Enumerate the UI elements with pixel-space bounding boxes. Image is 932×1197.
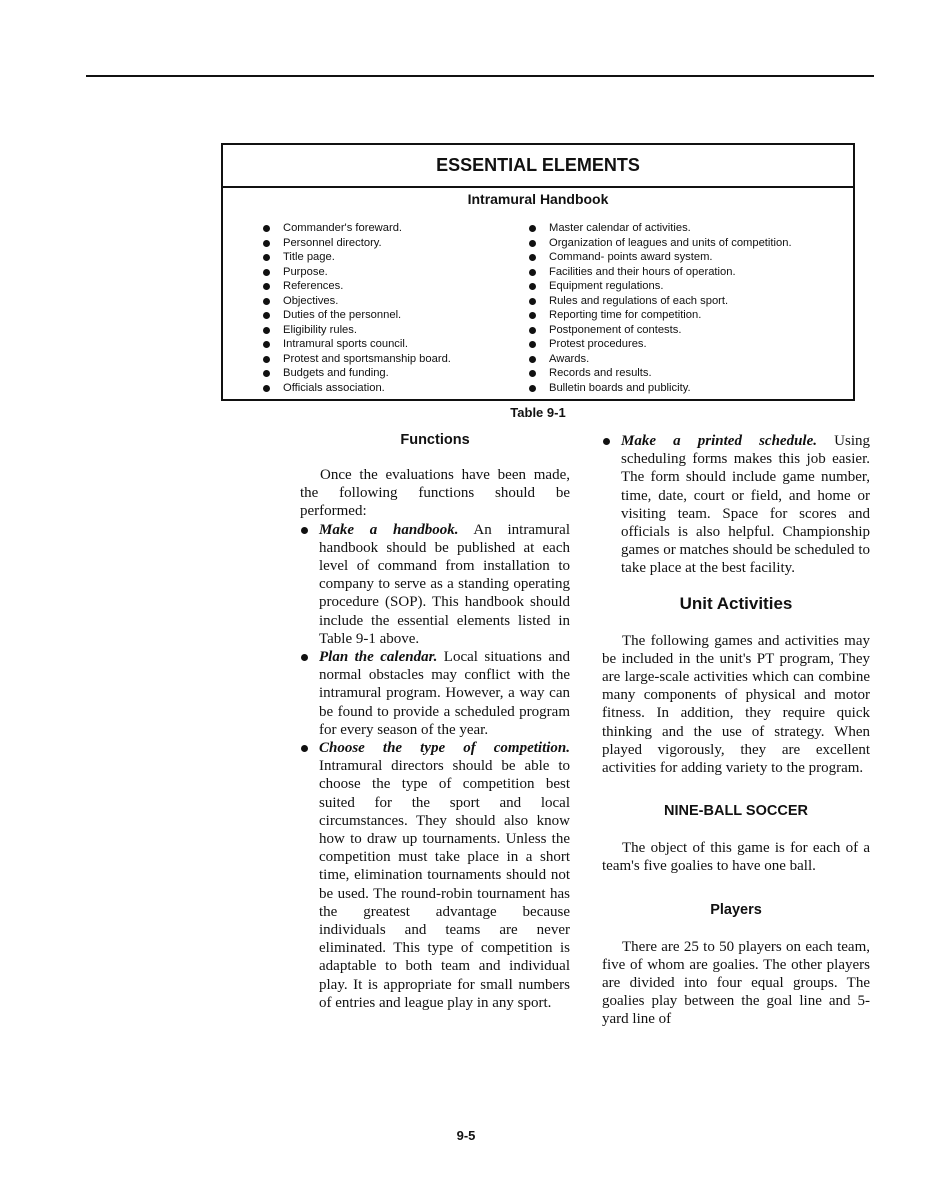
- unit-activities-text: The following games and activities may be included in the unit's PT program, They are large-scale activities which can combine many components of physical and motor fitness. In addition, they require quick thinking and the use of strategy. When played vigorously, they are excellent activities for adding variety to the program.: [602, 632, 870, 777]
- element-list-label: Rules and regulations of each sport.: [549, 294, 729, 307]
- element-list-label: Budgets and funding.: [283, 367, 389, 379]
- bullet-dot: [529, 370, 536, 377]
- bullet-dot: [263, 385, 270, 392]
- bullet-dot: [263, 370, 270, 377]
- page-number: 9-5: [456, 1128, 476, 1143]
- bullet-make-handbook: [300, 521, 570, 648]
- element-list-item: [263, 279, 451, 294]
- unit-activities-heading: Unit Activities: [679, 593, 793, 613]
- element-list-item: [529, 323, 792, 338]
- element-list-label: Intramural sports council.: [283, 338, 408, 350]
- element-list-item: [263, 221, 451, 236]
- bullet-dot: [263, 254, 270, 261]
- element-list-label: Title page.: [283, 251, 335, 263]
- nine-ball-text: The object of this game is for each of a team's five goalies to have one ball.: [602, 840, 870, 875]
- bullet-dot: [529, 385, 536, 392]
- element-list-label: Commander's foreward.: [283, 222, 403, 234]
- element-list-item: [263, 337, 451, 352]
- element-list-label: Objectives.: [283, 294, 339, 307]
- element-list-item: [263, 381, 451, 396]
- element-list-item: [263, 265, 451, 280]
- element-list-item: [529, 337, 792, 352]
- element-list-item: [529, 236, 792, 251]
- element-list-item: [263, 236, 451, 251]
- bullet-dot: [301, 527, 308, 534]
- bullet-text: Using scheduling forms makes this job easier. The form should include game number, time, date, court or field, and home or visiting team. Space for scores and officials is also helpful. Championship games or matches should be scheduled to take place at the best facility.: [621, 433, 870, 577]
- bullet-dot: [263, 225, 270, 232]
- element-list-item: [529, 381, 792, 396]
- element-list-item: [529, 308, 792, 323]
- bullet-plan-calendar: [300, 648, 570, 739]
- bullet-dot: [529, 341, 536, 348]
- element-list-label: Officials association.: [283, 381, 385, 394]
- element-list-label: Facilities and their hours of operation.: [549, 265, 736, 278]
- bullet-dot: [529, 356, 536, 363]
- bullet-text: Intramural directors should be able to choose the type of competition best suited for the sport and local circumstances. They should also know how to draw up tournaments. Unless the competition must take place in a short time, elimination tournaments should not be used. The round-robin tournament has the greatest advantage because individuals and teams are never eliminated. This type of competition is adaptable to both team and individual play. It is appropriate for small numbers of entries and league play in any sport.: [319, 758, 570, 1011]
- bullet-text: Local situations and normal obstacles may conflict with the intramural program. However, a way can be found to provide a scheduled program for every season of the year.: [319, 649, 570, 738]
- bullet-dot: [529, 254, 536, 261]
- table-caption: Table 9-1: [510, 405, 566, 420]
- players-heading: Players: [710, 901, 762, 918]
- bullet-dot: [529, 225, 536, 232]
- bullet-text: An intramural handbook should be published at each level of command from installation to company to serve as a standing operating procedure (SOP). This handbook should include the essential elements listed in Table 9-1 above.: [319, 521, 570, 647]
- element-list-item: [529, 250, 792, 265]
- element-list-label: Organization of leagues and units of competition.: [549, 236, 792, 249]
- element-list-item: [263, 294, 451, 309]
- element-list-label: Protest procedures.: [549, 338, 647, 350]
- bullet-dot: [263, 298, 270, 305]
- right-element-list: [529, 221, 792, 395]
- left-element-list: [263, 221, 451, 395]
- bullet-dot: [263, 283, 270, 290]
- element-list-label: Master calendar of activities.: [549, 222, 691, 234]
- bullet-dot: [263, 356, 270, 363]
- element-list-item: [529, 221, 792, 236]
- element-list-label: Eligibility rules.: [283, 323, 357, 336]
- bullet-dot: [301, 745, 308, 752]
- functions-heading: Functions: [400, 432, 470, 448]
- bullet-dot: [529, 327, 536, 334]
- bullet-dot: [529, 269, 536, 276]
- bullet-dot: [529, 312, 536, 319]
- element-list-item: [263, 250, 451, 265]
- element-list-label: References.: [283, 280, 344, 292]
- bullet-dot: [603, 438, 610, 445]
- bullet-dot: [263, 269, 270, 276]
- element-list-item: [529, 265, 792, 280]
- box-title: ESSENTIAL ELEMENTS: [223, 145, 853, 188]
- bullet-lead: Plan the calendar.: [319, 649, 438, 666]
- element-list-item: [263, 308, 451, 323]
- players-text: There are 25 to 50 players on each team, five of whom are goalies. The other players are divided into four equal groups. The goalies play between the goal line and 5-yard line of: [602, 938, 870, 1028]
- element-list-label: Records and results.: [549, 367, 652, 379]
- bullet-dot: [529, 283, 536, 290]
- element-list-label: Duties of the personnel.: [283, 309, 402, 321]
- bullet-dot: [263, 341, 270, 348]
- element-list-item: [529, 279, 792, 294]
- bullet-dot: [263, 327, 270, 334]
- element-list-label: Equipment regulations.: [549, 280, 664, 292]
- element-list-item: [529, 352, 792, 367]
- bullet-dot: [529, 298, 536, 305]
- element-list-item: [263, 323, 451, 338]
- bullet-printed-schedule: [602, 432, 870, 578]
- element-list-label: Personnel directory.: [283, 236, 382, 249]
- bullet-dot: [529, 240, 536, 247]
- nine-ball-heading: NINE-BALL SOCCER: [664, 803, 808, 820]
- element-list-item: [529, 294, 792, 309]
- bullet-lead: Make a printed schedule.: [621, 433, 818, 449]
- element-list-label: Purpose.: [283, 265, 328, 278]
- left-text-column: [300, 432, 570, 1012]
- element-list-item: [263, 352, 451, 367]
- bullet-choose-competition: [300, 739, 570, 1012]
- bullet-lead: Choose the type of competition.: [319, 740, 570, 757]
- element-list-label: Protest and sportsmanship board.: [283, 352, 451, 365]
- bullet-dot: [263, 240, 270, 247]
- element-list-label: Bulletin boards and publicity.: [549, 381, 691, 394]
- functions-intro: Once the evaluations have been made, the following functions should be performed:: [300, 467, 570, 520]
- element-list-label: Awards.: [549, 352, 590, 365]
- element-list-label: Postponement of contests.: [549, 323, 682, 336]
- essential-elements-box: [221, 143, 855, 401]
- element-list-item: [529, 366, 792, 381]
- bullet-dot: [263, 312, 270, 319]
- element-list-label: Command- points award system.: [549, 251, 713, 263]
- right-text-column: [602, 432, 870, 1029]
- element-list-item: [263, 366, 451, 381]
- element-list-label: Reporting time for competition.: [549, 309, 702, 321]
- bullet-dot: [301, 654, 308, 661]
- top-rule: [86, 75, 874, 77]
- bullet-lead: Make a handbook.: [319, 521, 459, 538]
- box-subtitle: Intramural Handbook: [467, 191, 609, 207]
